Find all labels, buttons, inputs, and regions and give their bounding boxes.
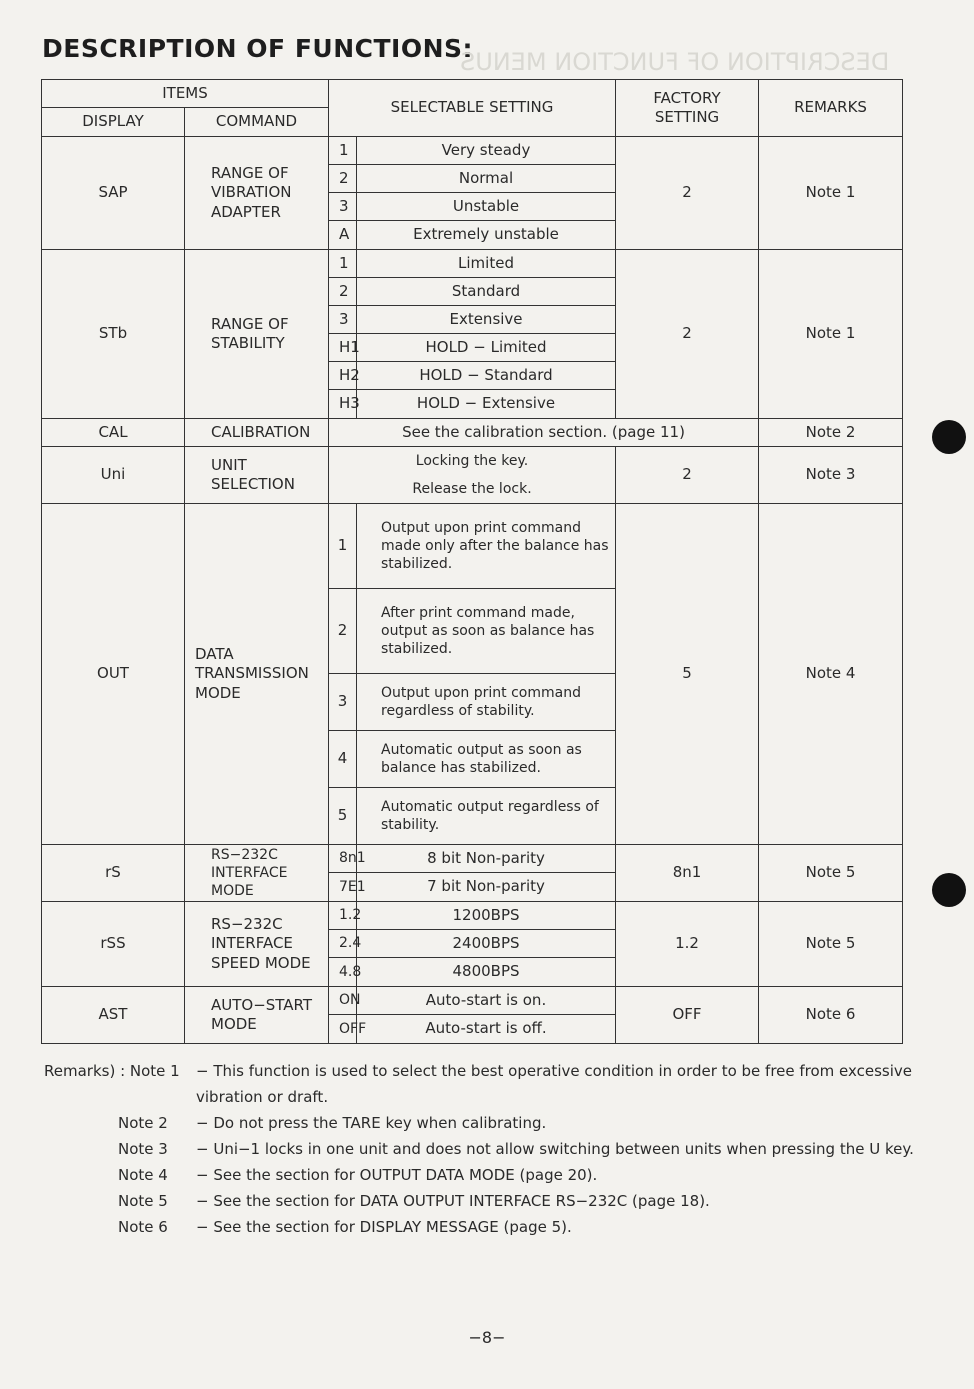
stb-text-2: Standard <box>357 278 616 306</box>
table-row <box>42 250 903 278</box>
stb-factory: 2 <box>616 250 759 419</box>
note-1-continuation: vibration or draft. <box>196 1088 329 1106</box>
note-3-text: − Uni−1 locks in one unit and does not allow switching between units when pressing the U key. <box>196 1140 914 1158</box>
page-title: DESCRIPTION OF FUNCTIONS: <box>42 34 474 63</box>
out-text-2: After print command made, output as soon as balance has stabilized. <box>357 589 616 674</box>
uni-remark: Note 3 <box>759 447 903 504</box>
note-6-label: Note 6 <box>118 1218 168 1236</box>
cal-command: CALIBRATION <box>185 419 329 447</box>
rss-code-2: 2.4 <box>329 930 357 958</box>
note-2-label: Note 2 <box>118 1114 168 1132</box>
uni-command: UNIT SELECTION <box>185 447 329 504</box>
sap-code-3: 3 <box>329 193 357 221</box>
ast-code-2: OFF <box>329 1015 357 1044</box>
rss-text-1: 1200BPS <box>357 902 616 930</box>
table-row <box>42 845 903 873</box>
stb-command: RANGE OF STABILITY <box>185 250 329 419</box>
ast-command: AUTO−START MODE <box>185 987 329 1044</box>
uni-option-2: Release the lock. <box>329 475 616 504</box>
sap-code-4: A <box>329 221 357 250</box>
remarks-header: REMARKS <box>759 80 903 137</box>
stb-text-4: HOLD − Limited <box>357 334 616 362</box>
rss-code-3: 4.8 <box>329 958 357 987</box>
table-row <box>42 419 903 447</box>
ast-text-1: Auto-start is on. <box>357 987 616 1015</box>
note-5-label: Note 5 <box>118 1192 168 1210</box>
binder-hole <box>932 873 966 907</box>
sap-text-4: Extremely unstable <box>357 221 616 250</box>
out-command: DATA TRANSMISSION MODE <box>185 504 329 845</box>
functions-table <box>41 79 903 1044</box>
rss-text-2: 2400BPS <box>357 930 616 958</box>
out-code-3: 3 <box>329 674 357 731</box>
binder-hole <box>932 420 966 454</box>
rss-display: rSS <box>42 902 185 987</box>
sap-text-3: Unstable <box>357 193 616 221</box>
table-row <box>42 902 903 930</box>
command-header: COMMAND <box>185 108 329 137</box>
out-code-2: 2 <box>329 589 357 674</box>
sap-command: RANGE OF VIBRATION ADAPTER <box>185 137 329 250</box>
out-display: OUT <box>42 504 185 845</box>
sap-remark: Note 1 <box>759 137 903 250</box>
sap-text-2: Normal <box>357 165 616 193</box>
out-text-5: Automatic output regardless of stability. <box>357 788 616 845</box>
rs-code-2: 7E1 <box>329 873 357 902</box>
note-6-text: − See the section for DISPLAY MESSAGE (page 5). <box>196 1218 572 1236</box>
note-5-text: − See the section for DATA OUTPUT INTERFACE RS−232C (page 18). <box>196 1192 710 1210</box>
rs-display: rS <box>42 845 185 902</box>
ast-factory: OFF <box>616 987 759 1044</box>
sap-text-1: Very steady <box>357 137 616 165</box>
cal-remark: Note 2 <box>759 419 903 447</box>
rss-remark: Note 5 <box>759 902 903 987</box>
stb-text-3: Extensive <box>357 306 616 334</box>
sap-display: SAP <box>42 137 185 250</box>
stb-text-6: HOLD − Extensive <box>357 390 616 419</box>
note-4-label: Note 4 <box>118 1166 168 1184</box>
stb-remark: Note 1 <box>759 250 903 419</box>
header-row <box>42 80 903 108</box>
ast-text-2: Auto-start is off. <box>357 1015 616 1044</box>
rs-command: RS−232C INTERFACE MODE <box>185 845 329 902</box>
selectable-header: SELECTABLE SETTING <box>329 80 616 137</box>
rss-factory: 1.2 <box>616 902 759 987</box>
stb-code-2: 2 <box>329 278 357 306</box>
rs-code-1: 8n1 <box>329 845 357 873</box>
uni-factory: 2 <box>616 447 759 504</box>
note-3-label: Note 3 <box>118 1140 168 1158</box>
out-factory: 5 <box>616 504 759 845</box>
remarks-section <box>44 1060 944 1242</box>
table-row <box>42 504 903 589</box>
ast-remark: Note 6 <box>759 987 903 1044</box>
table-row <box>42 987 903 1015</box>
out-text-1: Output upon print command made only after the balance has stabilized. <box>357 504 616 589</box>
out-code-5: 5 <box>329 788 357 845</box>
rss-text-3: 4800BPS <box>357 958 616 987</box>
stb-code-5: H2 <box>329 362 357 390</box>
out-text-4: Automatic output as soon as balance has stabilized. <box>357 731 616 788</box>
page-number: −8− <box>468 1328 506 1347</box>
rs-text-1: 8 bit Non-parity <box>357 845 616 873</box>
stb-text-1: Limited <box>357 250 616 278</box>
rss-command: RS−232C INTERFACE SPEED MODE <box>185 902 329 987</box>
stb-code-3: 3 <box>329 306 357 334</box>
ast-display: AST <box>42 987 185 1044</box>
rs-remark: Note 5 <box>759 845 903 902</box>
cal-display: CAL <box>42 419 185 447</box>
uni-display: Uni <box>42 447 185 504</box>
sap-code-1: 1 <box>329 137 357 165</box>
cal-setting: See the calibration section. (page 11) <box>329 419 759 447</box>
rs-factory: 8n1 <box>616 845 759 902</box>
table-row <box>42 137 903 165</box>
out-code-1: 1 <box>329 504 357 589</box>
rs-text-2: 7 bit Non-parity <box>357 873 616 902</box>
stb-code-4: H1 <box>329 334 357 362</box>
out-text-3: Output upon print command regardless of stability. <box>357 674 616 731</box>
out-code-4: 4 <box>329 731 357 788</box>
stb-code-1: 1 <box>329 250 357 278</box>
note-1-text: − This function is used to select the best operative condition in order to be free from excessive <box>196 1062 913 1080</box>
ast-code-1: ON <box>329 987 357 1015</box>
note-4-text: − See the section for OUTPUT DATA MODE (page 20). <box>196 1166 598 1184</box>
stb-display: STb <box>42 250 185 419</box>
table-row <box>42 447 903 475</box>
remarks-label: Remarks) : Note 1 <box>44 1062 180 1080</box>
sap-factory: 2 <box>616 137 759 250</box>
items-header: ITEMS <box>42 80 329 108</box>
rss-code-1: 1.2 <box>329 902 357 930</box>
stb-code-6: H3 <box>329 390 357 419</box>
display-header: DISPLAY <box>42 108 185 137</box>
bleed-through-text: DESCRIPTION OF FUNCTION MENUS <box>460 48 890 76</box>
sap-code-2: 2 <box>329 165 357 193</box>
note-2-text: − Do not press the TARE key when calibrating. <box>196 1114 547 1132</box>
factory-header: FACTORY SETTING <box>616 80 759 137</box>
stb-text-5: HOLD − Standard <box>357 362 616 390</box>
uni-option-1: Locking the key. <box>329 447 616 475</box>
out-remark: Note 4 <box>759 504 903 845</box>
